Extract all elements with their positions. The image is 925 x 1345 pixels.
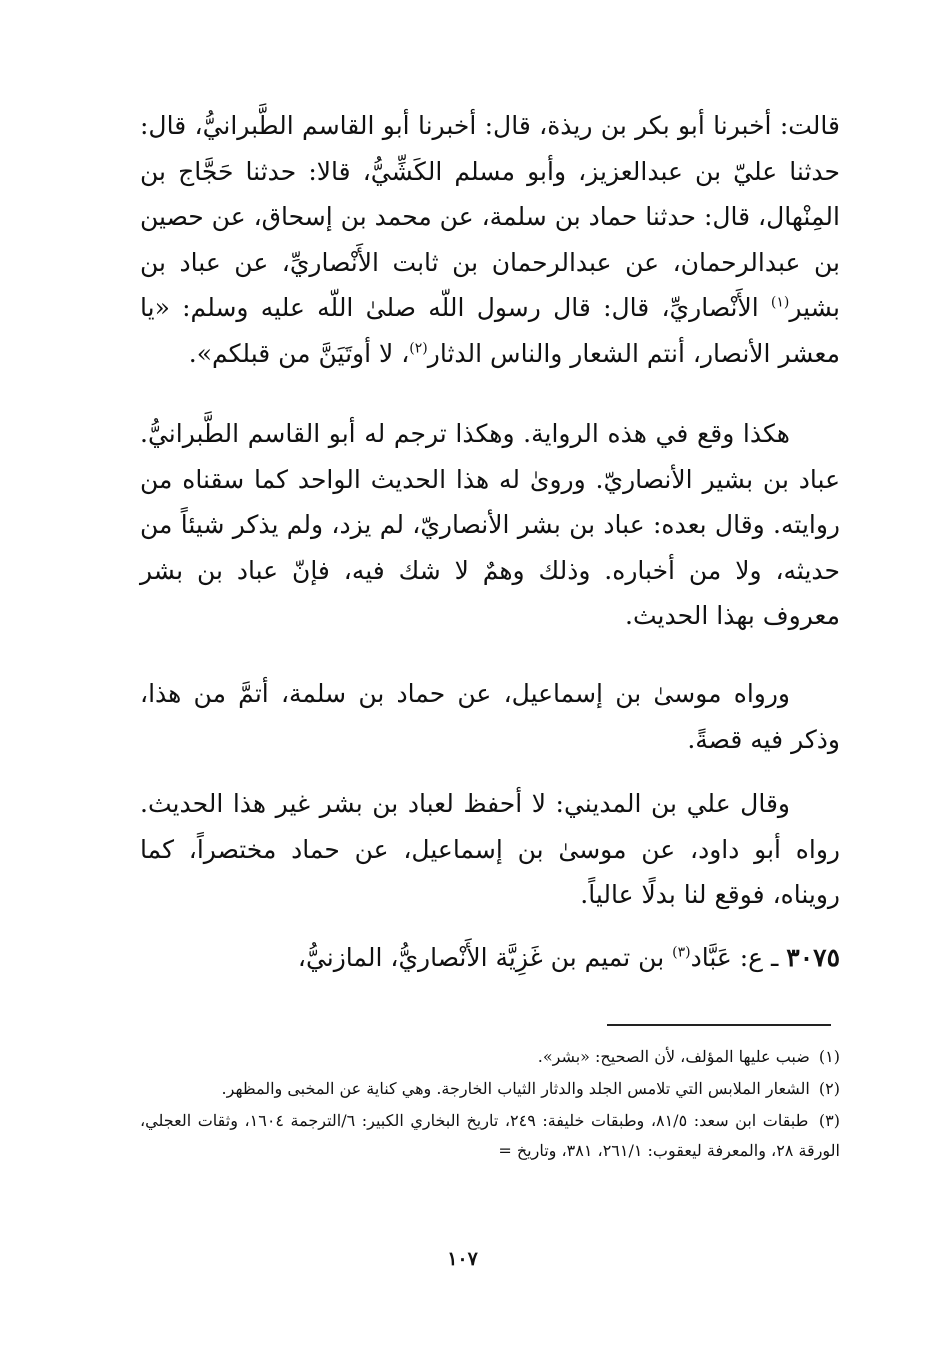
paragraph-isnad: [140, 103, 840, 376]
paragraph-3-text: ورواه موسىٰ بن إسماعيل، عن حماد بن سلمة، أتمَّ من هذا، وذكر فيه قصةً.: [140, 679, 840, 754]
footnotes-section: [140, 1042, 840, 1168]
footnote-3: [140, 1106, 840, 1166]
paragraph-4-text: وقال علي بن المديني: لا أحفظ لعباد بن بشر غير هذا الحديث. رواه أبو داود، عن موسىٰ بن إسماعيل، عن حماد مختصراً، كما رويناه، فوقع لنا بدلًا عالياً.: [140, 789, 840, 909]
paragraph-ibn-madini: [140, 781, 840, 918]
footnote-marker-2[interactable]: (٢): [409, 340, 428, 357]
entry-prefix: ـ ع: عَبَّاد: [690, 943, 787, 972]
entry-name-rest: بن تميم بن غَزِيَّة الأَنْصاريُّ، المازنيُّ،: [297, 943, 673, 972]
entry-number: ٣٠٧٥: [786, 943, 840, 972]
paragraph-musa-narration: [140, 671, 840, 762]
paragraph-1-text: قالت: أخبرنا أبو بكر بن ريذة، قال: أخبرنا أبو القاسم الطَّبرانيُّ، قال: حدثنا عليّ بن عبدالعزيز، وأبو مسلم الكَشِّيُّ، قالا: حدثنا حَجَّاج بن المِنْهال، قال: حدثنا حماد بن سلمة، عن محمد بن إسحاق، عن حصين بن عبدالرحمان، عن عبدالرحمان بن ثابت الأَنْصاريِّ، عن عباد بن بشير: [140, 111, 840, 322]
footnote-2-number: (٢): [818, 1079, 840, 1098]
footnote-marker-3[interactable]: (٣): [672, 944, 691, 961]
footnote-2: [140, 1074, 840, 1104]
footnote-3-text: طبقات ابن سعد: ٨١/٥، وطبقات خليفة: ٢٤٩، تاريخ البخاري الكبير: ٦/الترجمة ١٦٠٤، وثقات العجلي، الورقة ٢٨، والمعرفة ليعقوب: ٢٦١/١، ٣٨١، وتاريخ =: [140, 1111, 840, 1160]
footnote-1-text: ضبب عليها المؤلف، لأن الصحيح: «بشر».: [537, 1047, 810, 1066]
paragraph-commentary: [140, 411, 840, 639]
footnote-1: [140, 1042, 840, 1072]
paragraph-1-continuation: الأَنْصاريِّ، قال: قال رسول اللّه صلىٰ اللّه عليه وسلم: «يا معشر الأنصار، أنتم الشعار والناس الدثار: [140, 293, 840, 368]
paragraph-1-end: ، لا أوتَيَنَّ من قبلكم».: [188, 338, 410, 368]
page-number: ١٠٧: [447, 1248, 478, 1270]
footnote-3-number: (٣): [818, 1111, 840, 1130]
footnote-marker-1[interactable]: (١): [770, 294, 790, 311]
paragraph-2-text: هكذا وقع في هذه الرواية. وهكذا ترجم له أبو القاسم الطَّبرانيُّ. عباد بن بشير الأنصاريّ. وروىٰ له هذا الحديث الواحد كما سقناه من روايته. وقال بعده: عباد بن بشر الأنصاريّ، لم يزد، ولم يذكر شيئاً من حديثه، ولا من أخباره. وذلك وهمٌ لا شك فيه، فإنّ عباد بن بشر معروف بهذا الحديث.: [140, 419, 840, 630]
footnote-separator: [607, 1024, 831, 1026]
biography-entry-heading: [140, 935, 840, 981]
footnote-2-text: الشعار الملابس التي تلامس الجلد والدثار الثياب الخارجة. وهي كناية عن المخبى والمظهر.: [221, 1079, 810, 1098]
footnote-1-number: (١): [818, 1047, 840, 1066]
